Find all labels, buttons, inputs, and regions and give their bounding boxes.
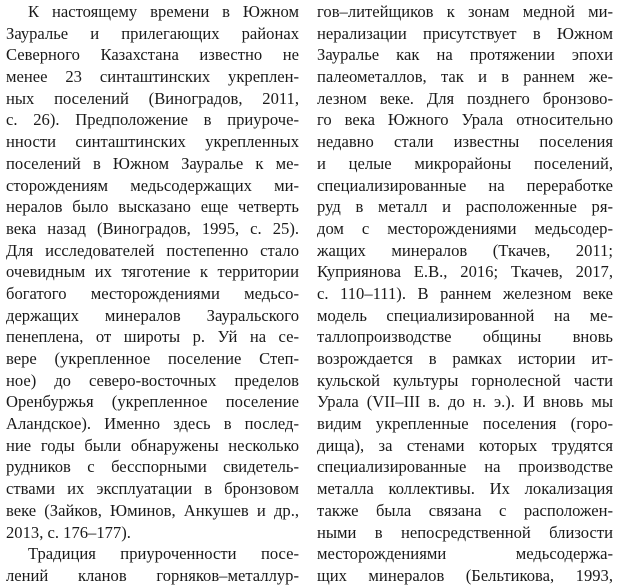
left-column-text-line: веке (Зайков, Юминов, Анкушев и др.,	[6, 500, 299, 520]
left-column-text-line: держащих минералов Зауральского	[6, 305, 299, 325]
left-column-text-line: вере (укрепленное поселение Степ-	[6, 349, 299, 368]
right-text-column	[317, 1, 613, 587]
left-column-text-line: нералов было высказано еще четверть	[6, 197, 299, 217]
right-column-text-line: видим укрепленные поселения (горо-	[317, 414, 613, 434]
left-column-text-line: Традиция приуроченности посе-	[28, 544, 299, 564]
left-column-text-line: сторождениям медьсодержащих ми-	[6, 175, 299, 195]
left-column-text-line: К настоящему времени в Южном	[28, 2, 299, 21]
left-column-text-line: поселений в Южном Зауралье к ме-	[6, 153, 299, 173]
right-column-text-line: щих минералов (Бельтикова, 1993,	[317, 565, 613, 585]
right-column-text-line: ными в непосредственной близости	[317, 522, 613, 542]
right-column-text-line: месторождениями медьсодержа-	[317, 544, 613, 564]
right-column-text-line: возрождается в рамках истории ит-	[317, 349, 613, 368]
right-column-text-line: дом с месторождениями медьсодер-	[317, 218, 613, 238]
left-column-text-line: Оренбуржья (укрепленное поселение	[6, 392, 299, 412]
left-column-text-line: богатого месторождениями медьсо-	[6, 283, 299, 303]
right-column-text-line: жащих минералов (Ткачев, 2011;	[317, 240, 613, 260]
left-column-text-line: Аландское). Именно здесь в послед-	[6, 414, 299, 434]
right-column-text-line: таллопроизводстве общины вновь	[317, 327, 613, 347]
right-column-text-line: специализированные на производстве	[317, 457, 613, 477]
left-column-text-line: Северного Казахстана известно не	[6, 45, 299, 65]
right-column-text-line: гов–литейщиков к зонам медной ми-	[317, 2, 613, 21]
right-column-text-line: Зауралье как на протяжении эпохи	[317, 45, 613, 65]
left-column-text-line: очевидным их тяготение к территории	[6, 262, 299, 282]
left-column-text-line: менее 23 синташтинских укреплен-	[6, 67, 299, 87]
left-column-text-line: ние годы были обнаружены несколько	[6, 435, 299, 455]
right-column-text-line: палеометаллов, так и в раннем же-	[317, 67, 613, 87]
right-column-text-line: руд в металл и расположенные ря-	[317, 197, 613, 217]
right-column-text-line: Куприянова Е.В., 2016; Ткачев, 2017,	[317, 262, 613, 282]
left-column-text-line: рудников с бесспорными свидетель-	[6, 457, 299, 477]
right-column-text-line: специализированные на переработке	[317, 175, 613, 195]
right-column-text-line: с. 110–111). В раннем железном веке	[317, 283, 613, 303]
right-column-text-line: также была связана с расположен-	[317, 500, 613, 520]
left-column-text-line: века назад (Виноградов, 1995, с. 25).	[6, 218, 299, 238]
left-column-text-line: нности синташтинских укрепленных	[6, 132, 299, 152]
left-column-text-line: пенеплена, от широты р. Уй на се-	[6, 327, 299, 347]
left-text-column	[6, 1, 299, 587]
right-column-text-line: го века Южного Урала относительно	[317, 110, 613, 130]
left-column-text-line: ствами их эксплуатации в бронзовом	[6, 479, 299, 499]
right-column-text-line: модель специализированной на ме-	[317, 305, 613, 325]
left-column-text-line: ных поселений (Виноградов, 2011,	[6, 88, 299, 108]
left-column-text-line: с. 26). Предположение в приуроче-	[6, 110, 299, 130]
left-column-text-line: Зауралье и прилегающих районах	[6, 23, 299, 43]
right-column-text-line: и целые микрорайоны поселений,	[317, 153, 613, 173]
right-column-text-line: металла коллективы. Их локализация	[317, 479, 613, 499]
right-column-text-line: лезном веке. Для позднего бронзово-	[317, 88, 613, 108]
right-column-text-line: недавно стали известны поселения	[317, 132, 613, 152]
right-column-text-line: кульской культуры горнолесной части	[317, 370, 613, 390]
left-column-text-line: лений кланов горняков–металлур-	[6, 565, 299, 585]
right-column-text-line: нерализации присутствует в Южном	[317, 23, 613, 43]
right-column-text-line: дища), за стенами которых трудятся	[317, 435, 613, 455]
left-column-text-line: 2013, с. 176–177).	[6, 522, 131, 542]
left-column-text-line: Для исследователей постепенно стало	[6, 240, 299, 260]
left-column-text-line: ное) до северо-восточных пределов	[6, 370, 299, 390]
right-column-text-line: Урала (VII–III в. до н. э.). И вновь мы	[317, 392, 613, 412]
